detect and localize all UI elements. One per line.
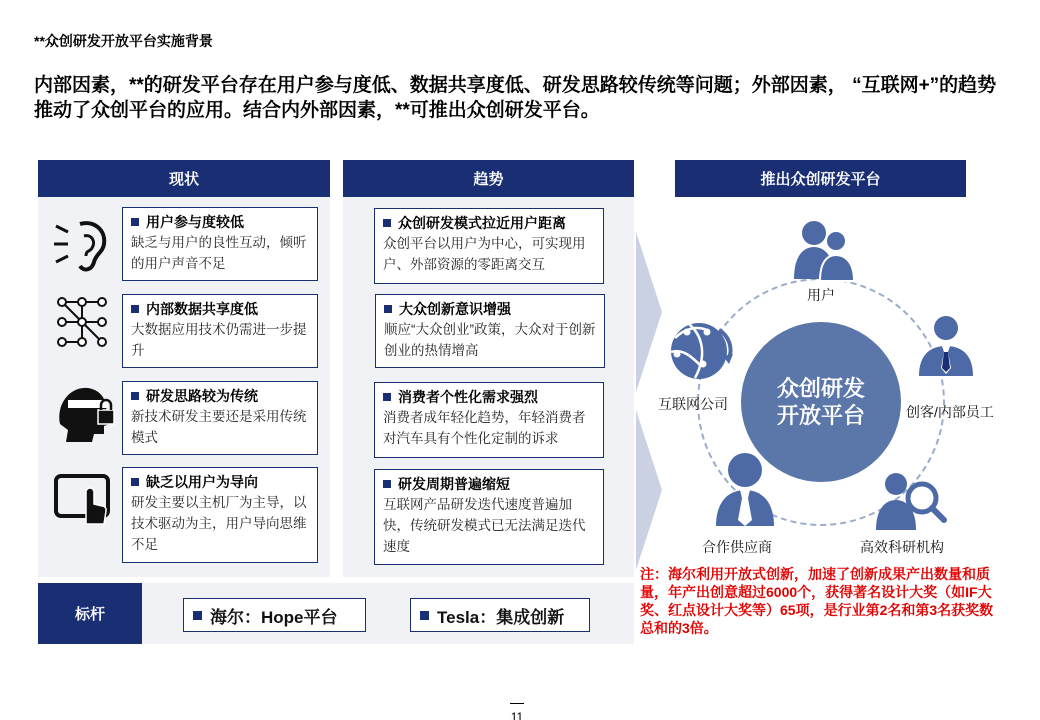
trend-card-body: 互联网产品研发迭代速度普遍加快，传统研发模式已无法满足迭代速度	[383, 497, 586, 554]
businessman-icon	[915, 312, 977, 378]
supplier-person-icon	[712, 450, 778, 526]
research-magnifier-icon	[874, 468, 948, 530]
trend-card-title: 研发周期普遍缩短	[398, 476, 510, 492]
platform-center-line1: 众创研发	[776, 376, 865, 401]
status-header: 现状	[38, 160, 330, 197]
node-label-supplier: 合作供应商	[702, 539, 772, 555]
arrow-right-icon	[636, 410, 662, 570]
status-card-title: 研发思路较为传统	[146, 388, 258, 404]
globe-network-icon	[663, 318, 735, 384]
trend-card-title: 消费者个性化需求强烈	[398, 389, 538, 405]
head-lock-icon	[52, 380, 118, 446]
touch-tablet-icon	[52, 468, 118, 534]
platform-header: 推出众创研发平台	[675, 160, 966, 197]
status-card-body: 新技术研发主要还是采用传统模式	[131, 409, 307, 445]
benchmark-item-haier	[183, 598, 366, 632]
trend-header: 趋势	[343, 160, 634, 197]
trend-card-body: 众创平台以用户为中心，可实现用户、外部资源的零距离交互	[383, 236, 586, 272]
status-card-title: 用户参与度较低	[146, 214, 244, 230]
page-number: 11	[510, 703, 524, 720]
arrow-right-icon	[636, 232, 662, 392]
node-label-maker: 创客/内部员工	[906, 404, 994, 420]
status-card-body: 研发主要以主机厂为主导，以技术驱动为主，用户导向思维不足	[131, 495, 307, 552]
status-card-body: 大数据应用技术仍需进一步提升	[131, 322, 307, 358]
trend-card-2	[375, 294, 605, 368]
page-title: **众创研发开放平台实施背景	[34, 33, 213, 49]
trend-card-3	[374, 382, 604, 458]
node-label-research: 高效科研机构	[860, 539, 944, 555]
note-text: 注：海尔利用开放式创新，加速了创新成果产出数量和质量，年产出创意超过6000个，获得著名设计大奖（如IF大奖、红点设计大奖等）65项，是行业第2名和第3名获奖数总和的3倍。	[640, 566, 994, 636]
benchmark-item-label: Tesla：集成创新	[437, 607, 565, 627]
trend-card-title: 众创研发模式拉近用户距离	[398, 215, 566, 231]
status-card-3	[122, 381, 318, 455]
node-label-internet: 互联网公司	[658, 396, 728, 412]
status-card-2	[122, 294, 318, 368]
trend-card-1	[374, 208, 604, 284]
status-card-1	[122, 207, 318, 281]
platform-center-line2: 开放平台	[776, 403, 865, 428]
trend-card-body: 顺应“大众创业”政策，大众对于创新创业的热情增高	[384, 322, 596, 358]
status-card-title: 缺乏以用户为导向	[146, 474, 258, 490]
status-card-body: 缺乏与用户的良性互动，倾听的用户声音不足	[131, 235, 307, 271]
node-label-users: 用户	[807, 287, 835, 303]
ear-icon	[50, 212, 116, 278]
benchmark-label: 标杆	[38, 583, 142, 644]
users-icon	[790, 215, 860, 285]
status-card-4	[122, 467, 318, 563]
benchmark-item-label: 海尔：Hope平台	[210, 607, 338, 627]
benchmark-item-tesla	[410, 598, 590, 632]
headline: 内部因素，**的研发平台存在用户参与度低、数据共享度低、研发思路较传统等问题；外部因素， “互联网+”的趋势推动了众创平台的应用。结合内外部因素，**可推出众创研发平台。	[34, 75, 997, 121]
network-nodes-icon	[52, 292, 118, 358]
trend-card-title: 大众创新意识增强	[399, 301, 511, 317]
trend-card-4	[374, 469, 604, 565]
trend-card-body: 消费者成年轻化趋势，年轻消费者对汽车具有个性化定制的诉求	[383, 410, 586, 446]
status-card-title: 内部数据共享度低	[146, 301, 258, 317]
